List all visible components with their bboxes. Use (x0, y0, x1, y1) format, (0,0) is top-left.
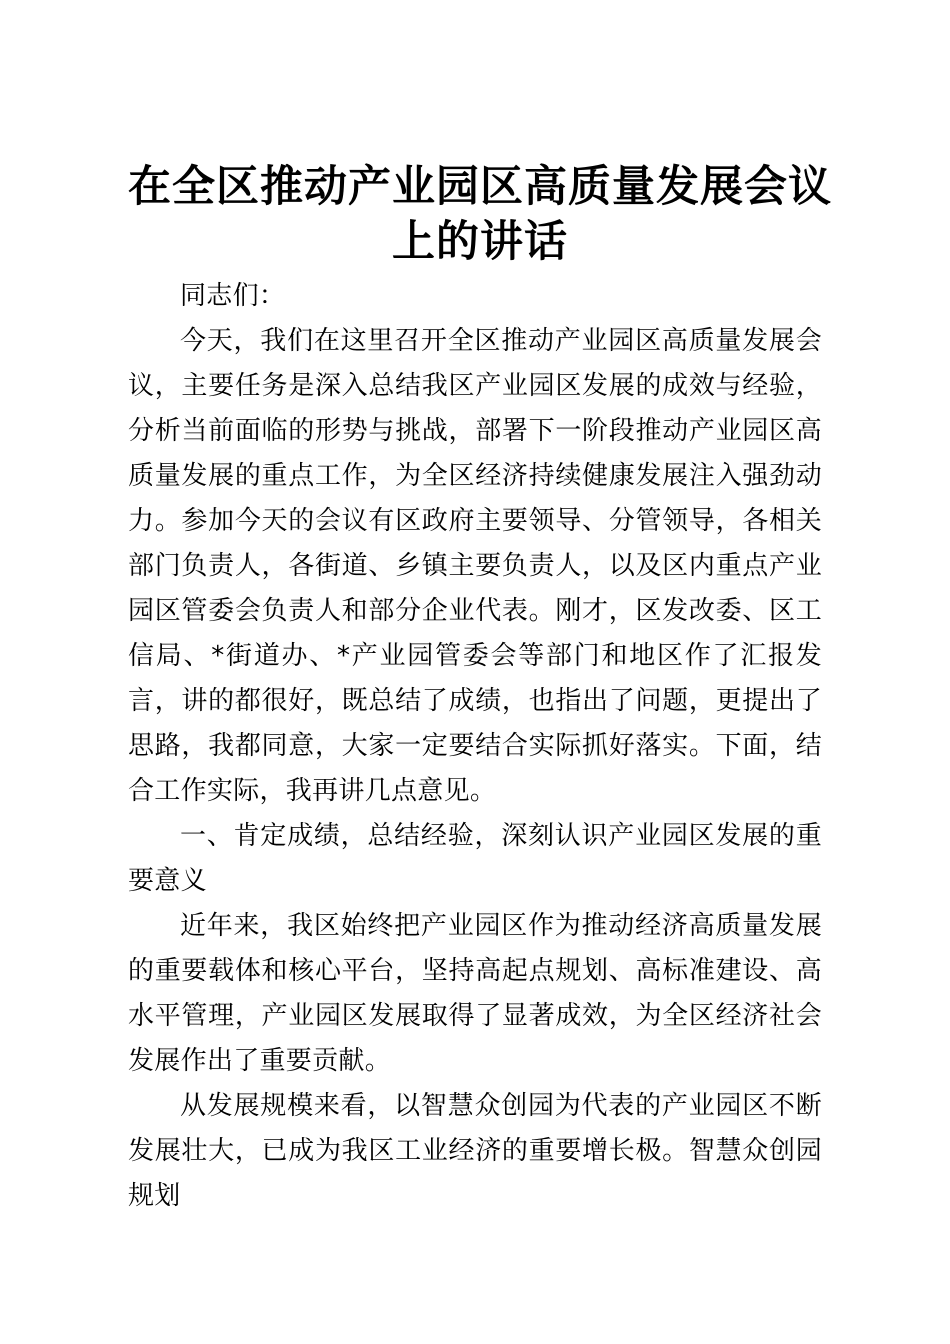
body-paragraph: 从发展规模来看，以智慧众创园为代表的产业园区不断发展壮大，已成为我区工业经济的重要增长极。智慧众创园规划 (128, 1091, 822, 1211)
body-paragraph: 近年来，我区始终把产业园区作为推动经济高质量发展的重要载体和核心平台，坚持高起点规划、高标准建设、高水平管理，产业园区发展取得了显著成效，为全区经济社会发展作出了重要贡献。 (128, 911, 822, 1076)
document-body (128, 274, 822, 1219)
section-heading-1: 一、肯定成绩，总结经验，深刻认识产业园区发展的重要意义 (128, 821, 822, 896)
document-title: 在全区推动产业园区高质量发展会议上的讲话 (128, 162, 832, 267)
opening-paragraph: 今天，我们在这里召开全区推动产业园区高质量发展会议，主要任务是深入总结我区产业园区发展的成效与经验，分析当前面临的形势与挑战，部署下一阶段推动产业园区高质量发展的重点工作，为全区经济持续健康发展注入强劲动力。参加今天的会议有区政府主要领导、分管领导，各相关部门负责人，各街道、乡镇主要负责人，以及区内重点产业园区管委会负责人和部分企业代表。刚才，区发改委、区工信局、*街道办、*产业园管委会等部门和地区作了汇报发言，讲的都很好，既总结了成绩，也指出了问题，更提出了思路，我都同意，大家一定要结合实际抓好落实。下面，结合工作实际，我再讲几点意见。 (128, 326, 822, 806)
salutation: 同志们： (180, 281, 286, 311)
